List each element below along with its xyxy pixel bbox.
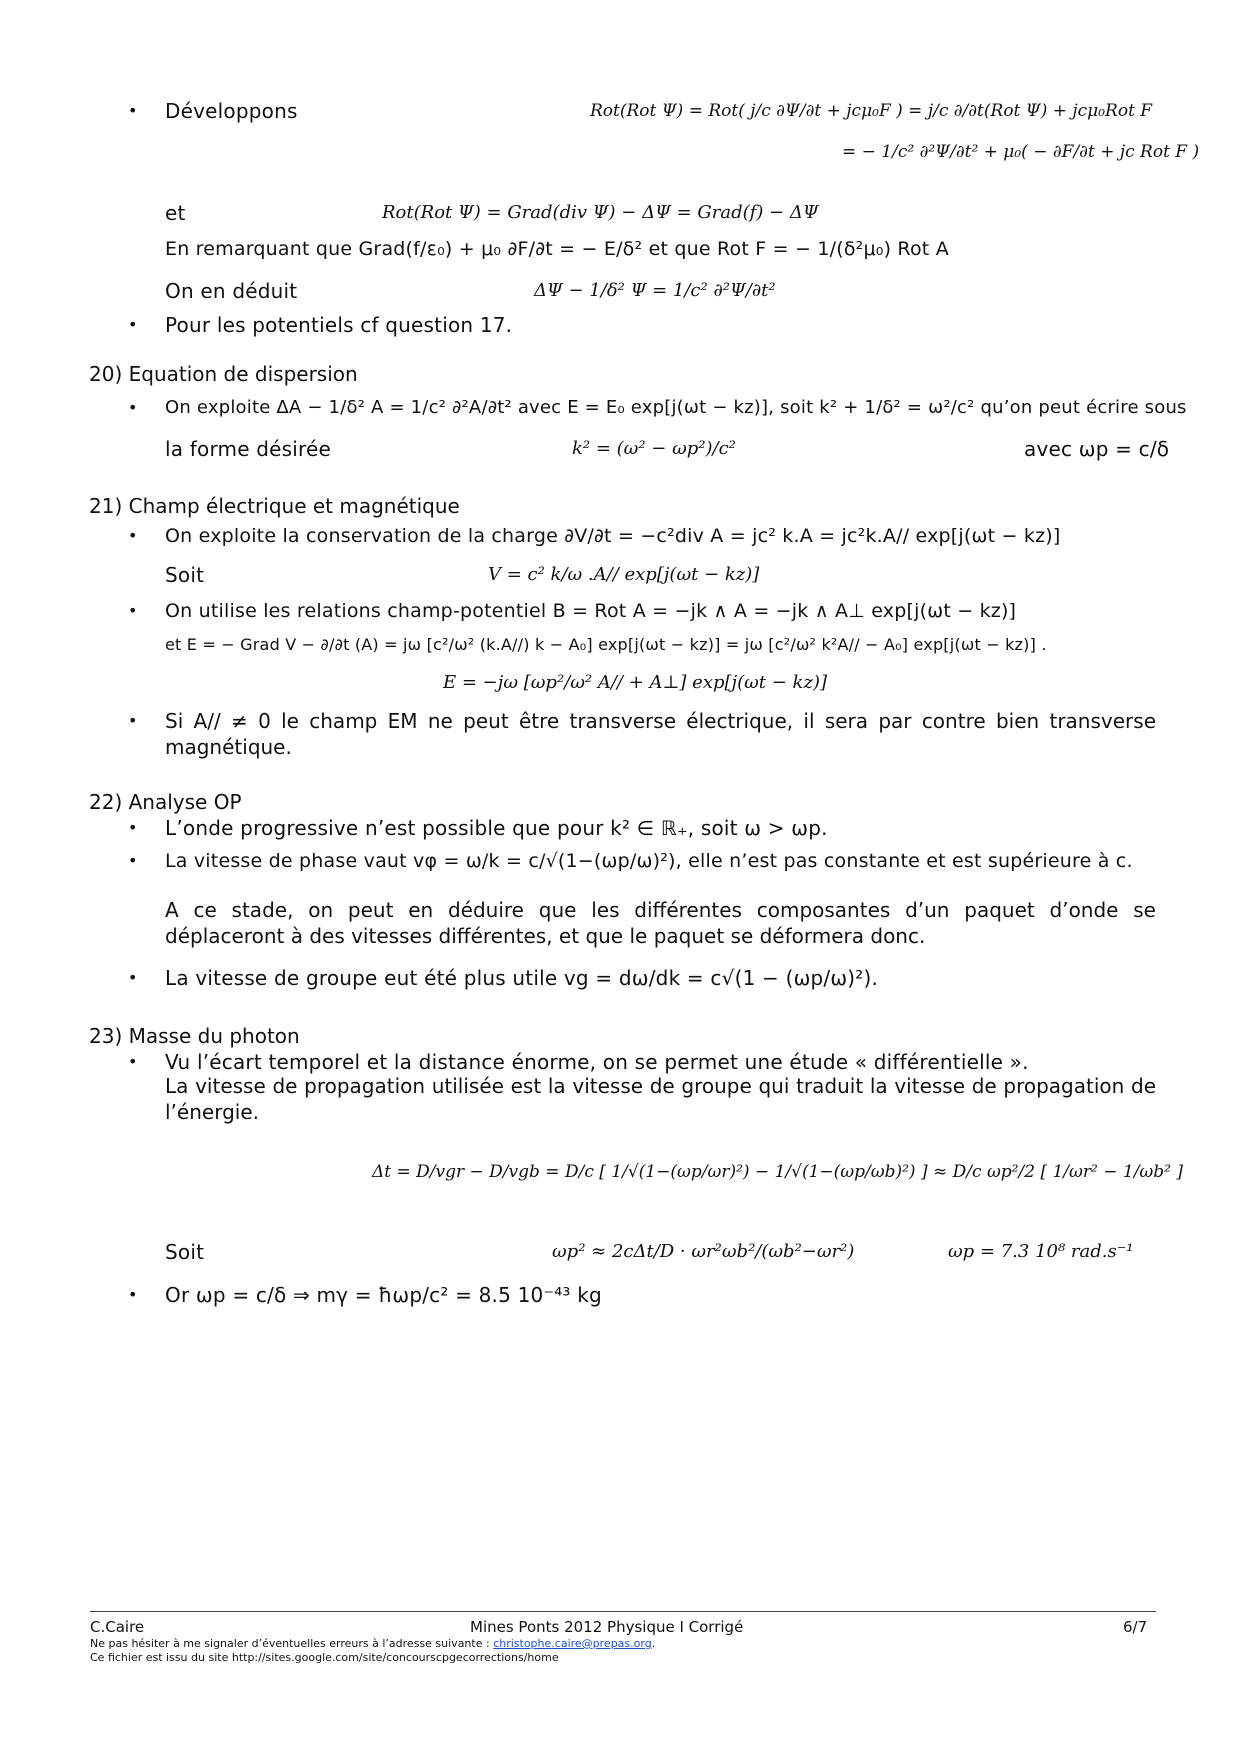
- electric-field-result: E = −jω [ωp²/ω² A// + A⊥] exp[j(ωt − kz)]: [443, 672, 827, 693]
- footer-note-end: .: [651, 1637, 656, 1650]
- et-equation: Rot(Rot Ψ) = Grad(div Ψ) − ΔΨ = Grad(f) − ΔΨ: [382, 202, 819, 223]
- dispersion-line-1: On exploite ΔA − 1/δ² A = 1/c² ∂²A/∂t² avec E = E₀ exp[j(ωt − kz)], soit k² + 1/δ² = ω²/c² qu’on peut écrire sous: [165, 397, 1187, 418]
- progressive-wave-line: L’onde progressive n’est possible que pour k² ∈ ℝ₊, soit ω > ωp.: [165, 816, 828, 840]
- potentials-line: Pour les potentiels cf question 17.: [165, 313, 513, 337]
- section-heading-20: 20) Equation de dispersion: [89, 362, 358, 386]
- bullet: •: [128, 851, 138, 870]
- footer-title: Mines Ponts 2012 Physique I Corrigé: [470, 1618, 744, 1636]
- bullet: •: [128, 1285, 138, 1304]
- et-label: et: [165, 201, 186, 225]
- footer-note-text: Ne pas hésiter à me signaler d’éventuelles erreurs à l’adresse suivante :: [90, 1637, 494, 1650]
- section-heading-22: 22) Analyse OP: [89, 790, 242, 814]
- photon-mass-line: Or ωp = c/δ ⇒ mγ = ħωp/c² = 8.5 10⁻⁴³ kg: [165, 1283, 602, 1307]
- differential-study-line: Vu l’écart temporel et la distance énorme, on se permet une étude « différentielle ».: [165, 1050, 1029, 1074]
- footer-divider: [90, 1611, 1156, 1612]
- develop-equation-2: = − 1/c² ∂²Ψ/∂t² + μ₀( − ∂F/∂t + jc Rot F ): [842, 142, 1200, 162]
- bullet: •: [128, 101, 138, 120]
- dispersion-equation: k² = (ω² − ωp²)/c²: [572, 438, 736, 459]
- develop-equation-1: Rot(Rot Ψ) = Rot( j/c ∂Ψ/∂t + jcμ₀F ) = j/c ∂/∂t(Rot Ψ) + jcμ₀Rot F: [590, 101, 1153, 121]
- time-delay-equation: Δt = D/vgr − D/vgb = D/c [ 1/√(1−(ωp/ωr)²) − 1/√(1−(ωp/ωb)²) ] ≈ D/c ωp²/2 [ 1/ωr² − 1/ωb² ]: [372, 1162, 1184, 1182]
- bullet: •: [128, 315, 138, 334]
- soit-label: Soit: [165, 1240, 205, 1264]
- group-velocity-line: La vitesse de groupe eut été plus utile vg = dω/dk = c√(1 − (ωp/ω)²).: [165, 966, 879, 990]
- bullet: •: [128, 398, 138, 417]
- bullet: •: [128, 1052, 138, 1071]
- develop-label: Développons: [165, 99, 298, 123]
- bullet: •: [128, 968, 138, 987]
- electric-field-line: et E = − Grad V − ∂/∂t (A) = jω [c²/ω² (k.A//) k − A₀] exp[j(ωt − kz)] = jω [c²/ω² k²A// − A₀] exp[j(ωt − kz)] .: [165, 635, 1047, 654]
- footer-note-2: Ce fichier est issu du site http://sites.google.com/site/concourscpgecorrections/home: [90, 1651, 559, 1664]
- plasma-frequency-def: avec ωp = c/δ: [1024, 437, 1170, 461]
- propagation-paragraph: La vitesse de propagation utilisée est la vitesse de groupe qui traduit la vitesse de propagation de l’énergie.: [165, 1074, 1156, 1124]
- footer-email-link[interactable]: christophe.caire@prepas.org: [493, 1637, 652, 1650]
- bullet: •: [128, 526, 138, 545]
- potential-v-equation: V = c² k/ω .A// exp[j(ωt − kz)]: [488, 564, 760, 585]
- section-heading-21: 21) Champ électrique et magnétique: [89, 494, 460, 518]
- deduce-equation: ΔΨ − 1/δ² Ψ = 1/c² ∂²Ψ/∂t²: [534, 280, 776, 301]
- bullet: •: [128, 818, 138, 837]
- soit-label: Soit: [165, 563, 205, 587]
- bullet: •: [128, 601, 138, 620]
- charge-conservation-line: On exploite la conservation de la charge ∂V/∂t = −c²div A = jc² k.A = jc²k.A// exp[j(ωt − kz)]: [165, 525, 1061, 547]
- field-potential-line: On utilise les relations champ-potentiel B = Rot A = −jk ∧ A = −jk ∧ A⊥ exp[j(ωt − kz)]: [165, 600, 1017, 622]
- section-heading-23: 23) Masse du photon: [89, 1024, 300, 1048]
- phase-velocity-line: La vitesse de phase vaut vφ = ω/k = c/√(1−(ωp/ω)²), elle n’est pas constante et est supérieure à c.: [165, 850, 1133, 872]
- plasma-frequency-value: ωp = 7.3 10⁸ rad.s⁻¹: [948, 1241, 1134, 1262]
- wave-packet-paragraph: A ce stade, on peut en déduire que les différentes composantes d’un paquet d’onde se déplaceront à des vitesses différentes, et que le paquet se déformera donc.: [165, 898, 1156, 948]
- footer-note-1: [90, 1637, 655, 1651]
- bullet: •: [128, 711, 138, 730]
- footer-author: C.Caire: [90, 1618, 145, 1636]
- dispersion-form-label: la forme désirée: [165, 437, 332, 461]
- deduce-label: On en déduit: [165, 279, 298, 303]
- plasma-frequency-equation: ωp² ≈ 2cΔt/D · ωr²ωb²/(ωb²−ωr²): [552, 1241, 855, 1262]
- remark-line: En remarquant que Grad(f/ε₀) + μ₀ ∂F/∂t = − E/δ² et que Rot F = − 1/(δ²μ₀) Rot A: [165, 238, 949, 260]
- transverse-note: Si A// ≠ 0 le champ EM ne peut être transverse électrique, il sera par contre bien transverse magnétique.: [165, 709, 1156, 759]
- footer-page-number: 6/7: [1123, 1618, 1148, 1636]
